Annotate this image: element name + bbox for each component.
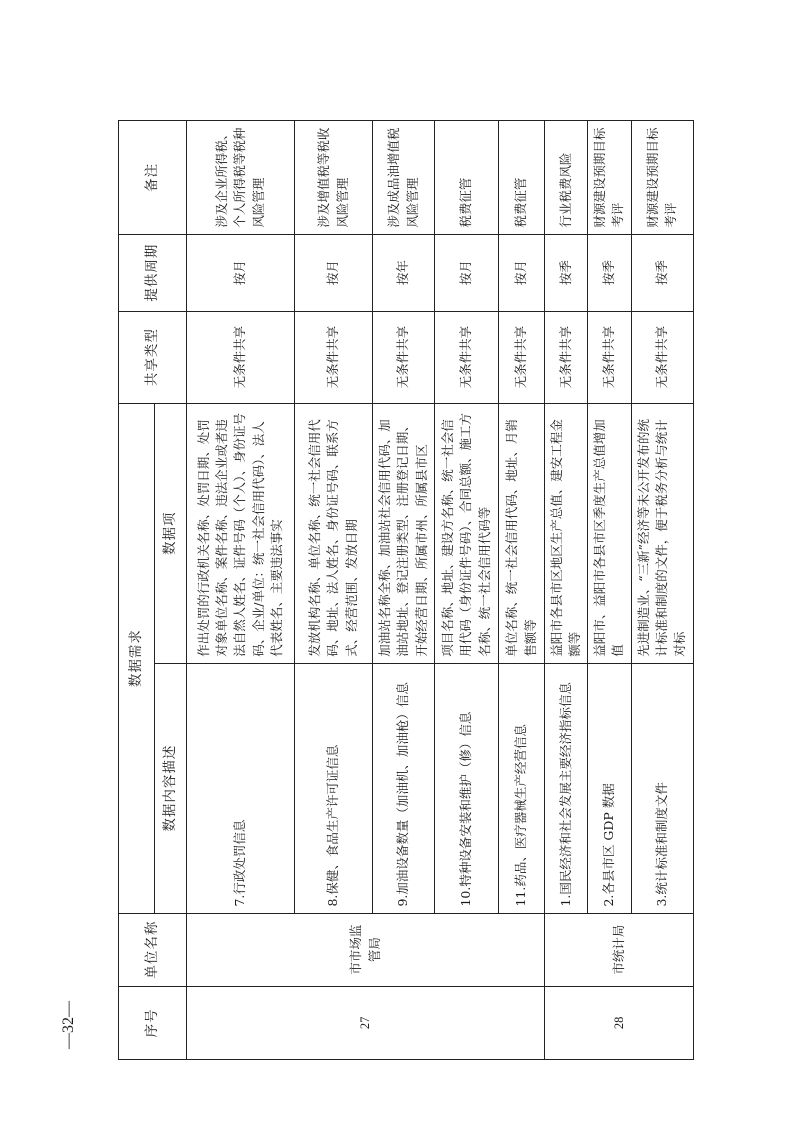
table-row — [545, 121, 588, 1060]
header-unit: 单位名称 — [119, 913, 187, 986]
items-cell: 作出处罚的行政机关名称、处罚日期、处罚对象单位名称、案件名称、违法企业或者违法自然人姓名、证件号码（个人）、身份证号码、企业/单位：统一社会信用代码）、法人代表姓名、主要违法事实 — [187, 403, 295, 663]
remark-cell: 财源建设预期目标考评 — [631, 121, 693, 235]
remark-cell: 税费征管 — [435, 121, 499, 235]
desc-cell: 10.特种设备安装和维护（修）信息 — [435, 663, 499, 913]
share-type-cell: 无条件共享 — [373, 311, 435, 403]
seq-cell: 28 — [545, 986, 694, 1059]
table-row — [187, 121, 295, 1060]
items-cell: 项目名称、地址、建设方名称、统一社会信用代码（身份证件号码）、合同总额、施工方名称、统一社会信用代码等 — [435, 403, 499, 663]
share-type-cell: 无条件共享 — [435, 311, 499, 403]
items-cell: 先进制造业、“三新”经济等未公开发布的统计标准和制度的文件，便于税务分析与统计对标 — [631, 403, 693, 663]
desc-cell: 8.保健、食品生产许可证信息 — [295, 663, 373, 913]
header-description: 数据内容描述 — [155, 663, 187, 913]
remark-cell: 行业税费风险 — [545, 121, 588, 235]
header-items: 数据项 — [155, 403, 187, 663]
remark-cell: 涉及增值税等税收风险管理 — [295, 121, 373, 235]
desc-cell: 2.各县市区 GDP 数据 — [588, 663, 631, 913]
period-cell: 按季 — [545, 234, 588, 311]
share-type-cell: 无条件共享 — [631, 311, 693, 403]
period-cell: 按月 — [187, 234, 295, 311]
remark-cell: 涉及成品油增值税风险管理 — [373, 121, 435, 235]
unit-cell: 市统计局 — [545, 913, 694, 986]
header-data-requirement: 数据需求 — [119, 403, 155, 913]
desc-cell: 3.统计标准和制度文件 — [631, 663, 693, 913]
remark-cell: 税费征管 — [499, 121, 545, 235]
period-cell: 按月 — [499, 234, 545, 311]
desc-cell: 11.药品、医疗器械生产经营信息 — [499, 663, 545, 913]
rotated-table-wrapper — [118, 120, 686, 1060]
desc-cell: 7.行政处罚信息 — [187, 663, 295, 913]
items-cell: 益阳市各县市区地区生产总值、建安工程金额等 — [545, 403, 588, 663]
items-cell: 加油站名称全称、加油站社会信用代码、加油站地址、登记注册类型、注册登记日期、开始经营日期、所属市州、所属县市区 — [373, 403, 435, 663]
data-sharing-table — [118, 120, 694, 1060]
header-seq: 序号 — [119, 986, 187, 1059]
header-remark: 备注 — [119, 121, 187, 235]
items-cell: 益阳市、益阳市各县市区季度生产总值增加值 — [588, 403, 631, 663]
share-type-cell: 无条件共享 — [187, 311, 295, 403]
remark-cell: 涉及企业所得税、个人所得税等税种风险管理 — [187, 121, 295, 235]
seq-cell: 27 — [187, 986, 545, 1059]
share-type-cell: 无条件共享 — [588, 311, 631, 403]
unit-cell: 市市场监管局 — [187, 913, 545, 986]
remark-cell: 财源建设预期目标考评 — [588, 121, 631, 235]
desc-cell: 1.国民经济和社会发展主要经济指标信息 — [545, 663, 588, 913]
period-cell: 按月 — [435, 234, 499, 311]
share-type-cell: 无条件共享 — [499, 311, 545, 403]
items-cell: 发放机构名称、单位名称、统一社会信用代码、地址、法人姓名、身份证号码、联系方式、经营范围、发放日期 — [295, 403, 373, 663]
page-number: —32— — [60, 1001, 77, 1049]
share-type-cell: 无条件共享 — [545, 311, 588, 403]
header-share-type: 共享类型 — [119, 311, 187, 403]
period-cell: 按年 — [373, 234, 435, 311]
header-period: 提供周期 — [119, 234, 187, 311]
period-cell: 按季 — [588, 234, 631, 311]
period-cell: 按月 — [295, 234, 373, 311]
share-type-cell: 无条件共享 — [295, 311, 373, 403]
desc-cell: 9.加油设备数量（加油机、加油枪）信息 — [373, 663, 435, 913]
period-cell: 按季 — [631, 234, 693, 311]
items-cell: 单位名称、统一社会信用代码、地址、月销售额等 — [499, 403, 545, 663]
